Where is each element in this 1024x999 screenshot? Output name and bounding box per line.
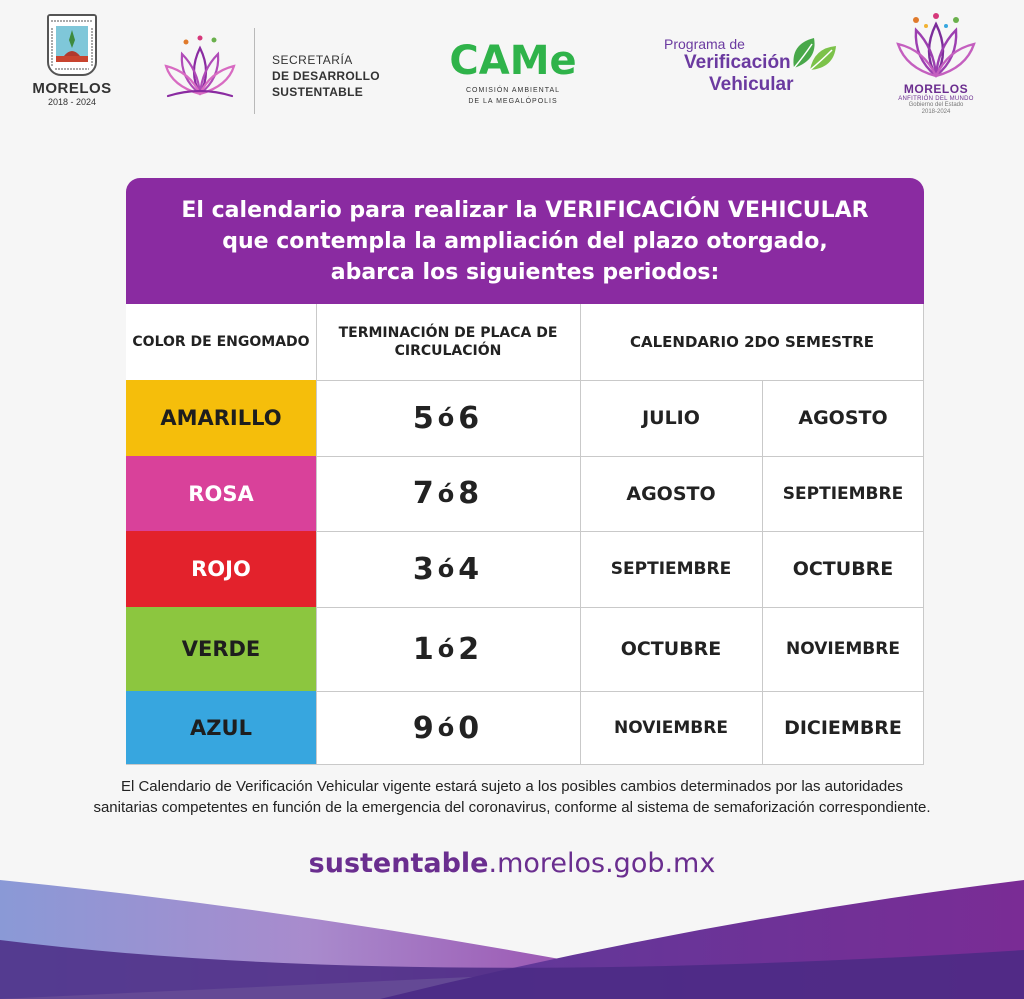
month-1: JULIO: [642, 407, 700, 429]
plate-digits: [316, 691, 580, 765]
website-url[interactable]: [0, 848, 1024, 879]
table-row: [126, 691, 924, 765]
plate-digit-a: 3: [412, 551, 438, 587]
header-calendario-semestre: CALENDARIO 2DO SEMESTRE: [629, 333, 875, 351]
month-1: SEPTIEMBRE: [610, 559, 732, 579]
plate-digits: [316, 456, 580, 531]
grid-line: [316, 456, 924, 457]
morelos-right-gov: Gobierno del Estado: [908, 102, 964, 108]
plate-digit-a: 9: [412, 710, 438, 746]
grid-line: [126, 764, 924, 765]
decorative-waves: [0, 860, 1024, 999]
morelos-state-logo: [30, 14, 114, 107]
plate-digits: [316, 380, 580, 456]
month-2: AGOSTO: [798, 407, 888, 429]
secretaria-line-3: SUSTENTABLE: [272, 85, 364, 99]
plate-digit-b: 2: [458, 631, 484, 667]
color-label: AMARILLO: [160, 406, 282, 430]
plate-digit-a: 1: [412, 631, 438, 667]
url-bold-part: sustentable: [308, 848, 489, 879]
plate-digit-b: 0: [458, 710, 484, 746]
plate-separator: ó: [437, 479, 459, 508]
lotus-flower-icon: [894, 12, 978, 80]
month-2: SEPTIEMBRE: [782, 483, 904, 504]
swatch-rojo: [126, 531, 316, 607]
plate-separator: ó: [437, 635, 459, 663]
state-logo-name: MORELOS: [32, 80, 112, 97]
logo-divider: [254, 28, 255, 114]
grid-line: [316, 304, 317, 765]
grid-line: [580, 304, 581, 765]
banner-line-3: abarca los siguientes periodos:: [330, 260, 720, 285]
grid-line: [316, 380, 924, 381]
came-logo: [428, 40, 598, 110]
plate-digit-b: 8: [458, 476, 484, 511]
color-label: ROJO: [191, 557, 251, 581]
morelos-right-name: MORELOS: [903, 82, 969, 96]
header-terminacion-placa: TERMINACIÓN DE PLACA DE CIRCULACIÓN: [338, 325, 558, 359]
header-color-engomado: COLOR DE ENGOMADO: [132, 334, 310, 350]
secretaria-line-2: DE DESARROLLO: [272, 69, 380, 83]
color-label: AZUL: [190, 716, 252, 740]
month-2: OCTUBRE: [792, 558, 894, 580]
plate-separator: ó: [437, 555, 459, 583]
leaf-icon: [788, 34, 838, 74]
swatch-azul: [126, 691, 316, 765]
month-2: DICIEMBRE: [784, 717, 902, 739]
disclaimer-note: [20, 776, 1004, 818]
plate-digit-b: 4: [458, 551, 484, 587]
url-rest-part: .morelos.gob.mx: [488, 848, 716, 879]
plate-digits: [316, 607, 580, 691]
plate-digit-a: 7: [412, 476, 438, 511]
swatch-verde: [126, 607, 316, 691]
plate-separator: ó: [437, 404, 459, 432]
plate-digit-b: 6: [458, 400, 484, 436]
month-2: NOVIEMBRE: [786, 639, 900, 659]
came-subtitle-1: COMISIÓN AMBIENTAL: [465, 87, 561, 94]
came-subtitle-2: DE LA MEGALÓPOLIS: [468, 98, 558, 105]
plate-digit-a: 5: [412, 400, 438, 436]
table-row: [126, 531, 924, 607]
lotus-logo-icon: [160, 32, 240, 102]
color-label: VERDE: [181, 637, 261, 661]
swatch-rosa: [126, 456, 316, 531]
header-logos: [0, 0, 1024, 130]
table-row: [126, 456, 924, 531]
month-1: OCTUBRE: [620, 638, 722, 660]
came-wordmark-icon: [428, 40, 598, 80]
grid-line: [762, 380, 763, 765]
secretaria-line-1: SECRETARÍA: [272, 53, 353, 67]
programa-line-3: Vehicular: [709, 74, 794, 95]
morelos-anfitrion-logo: [890, 12, 982, 122]
morelos-right-tagline: ANFITRIÓN DEL MUNDO: [898, 96, 974, 102]
came-wordmark: CAMe: [449, 40, 577, 80]
morelos-right-years: 2018-2024: [921, 109, 951, 115]
title-banner: [126, 178, 924, 304]
programa-line-1: Programa de: [664, 36, 745, 52]
color-label: ROSA: [188, 481, 254, 506]
table-row: [126, 607, 924, 691]
banner-line-2: que contempla la ampliación del plazo otorgado,: [222, 229, 828, 254]
month-1: NOVIEMBRE: [614, 718, 728, 738]
banner-line-1: El calendario para realizar la VERIFICACIÓN VEHICULAR: [181, 198, 869, 223]
programa-line-2: Verificación: [684, 52, 791, 73]
swatch-amarillo: [126, 380, 316, 456]
grid-line: [316, 607, 924, 608]
disclaimer-line-1: El Calendario de Verificación Vehicular vigente estará sujeto a los posibles cambios determinados por las autoridades: [120, 778, 904, 795]
table-row: [126, 380, 924, 456]
grid-line: [316, 531, 924, 532]
state-logo-years: 2018 - 2024: [47, 97, 97, 107]
secretaria-logo: [272, 52, 380, 100]
coat-of-arms-icon: [47, 14, 97, 76]
month-1: AGOSTO: [626, 482, 716, 505]
plate-digits: [316, 531, 580, 607]
grid-line: [923, 304, 924, 765]
verification-calendar-table: [126, 304, 924, 765]
disclaimer-line-2: sanitarias competentes en función de la emergencia del coronavirus, conforme al sistema de semaforización correspondiente.: [93, 799, 931, 816]
programa-verificacion-logo: [664, 36, 844, 116]
grid-line: [316, 691, 924, 692]
plate-separator: ó: [437, 714, 459, 742]
